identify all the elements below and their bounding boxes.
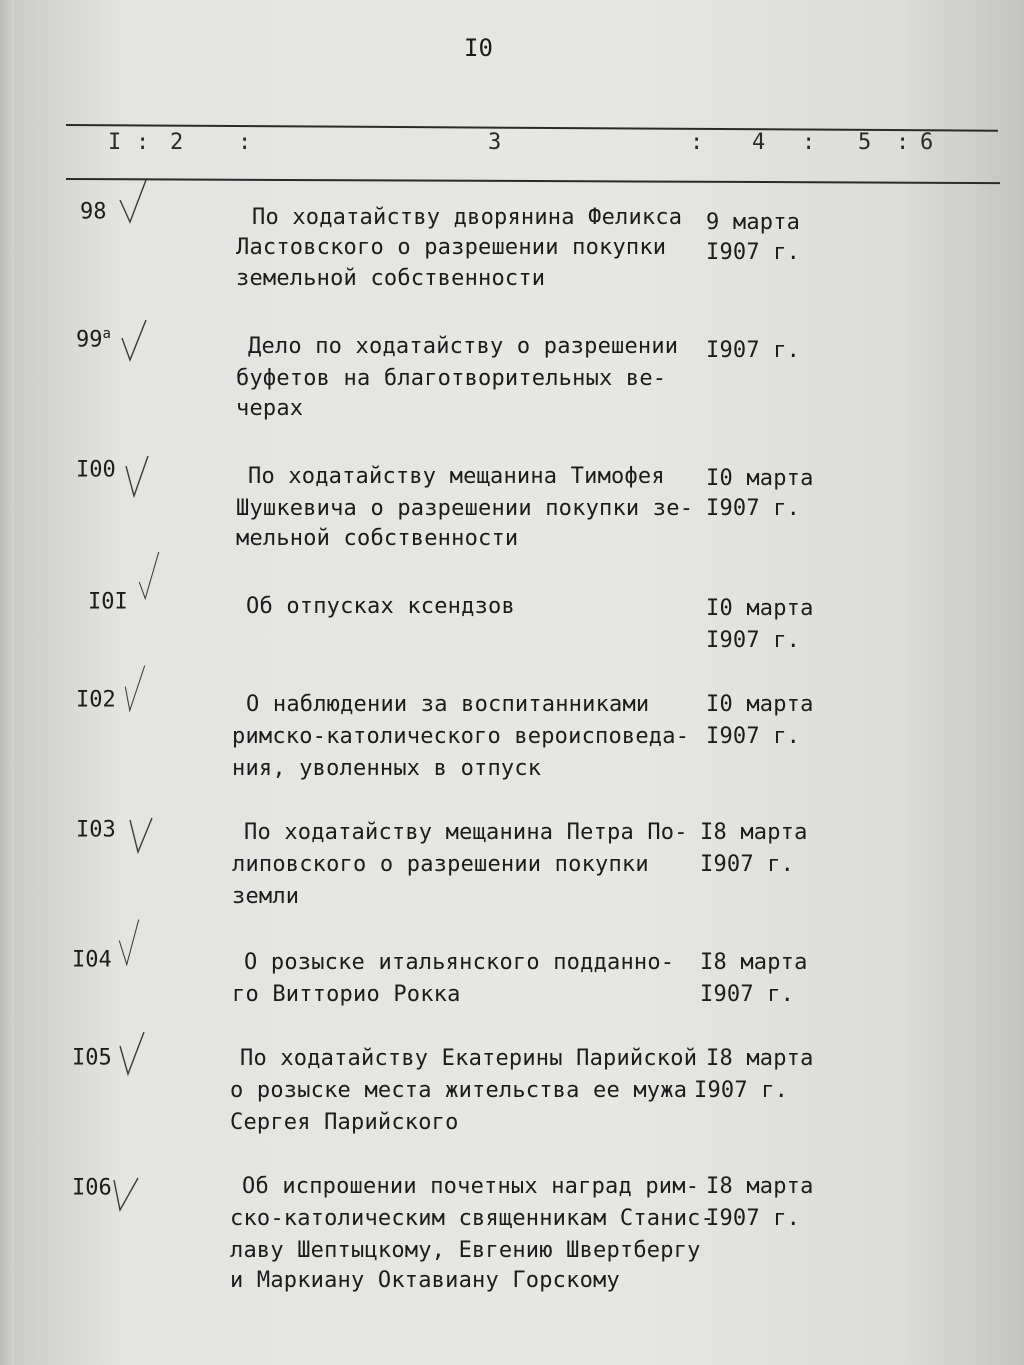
entry-text-line: По ходатайству мещанина Тимофея: [248, 464, 665, 489]
column-separator: :: [690, 130, 704, 155]
checkmark-icon: [114, 918, 144, 966]
entry-date: I0 марта: [706, 466, 814, 491]
entry-text-line: буфетов на благотворительных ве-: [236, 366, 667, 391]
checkmark-icon: [124, 452, 154, 500]
page-number: I0: [464, 34, 493, 62]
entry-text-line: липовского о разрешении покупки: [232, 852, 649, 877]
entry-text-line: мельной собственности: [236, 526, 519, 551]
entry-text-line: По ходатайству дворянина Феликса: [252, 205, 683, 230]
entry-text-line: О розыске итальянского подданно-: [244, 950, 675, 975]
entry-date: I907 г.: [694, 1078, 789, 1103]
entry-date: I907 г.: [706, 338, 801, 363]
entry-date: I0 марта: [706, 596, 814, 621]
entry-date: I907 г.: [706, 496, 801, 521]
entry-text-line: лаву Шептыцкому, Евгению Швертбергу: [230, 1238, 701, 1263]
entry-number: I02: [76, 687, 116, 713]
column-header-4: 4: [752, 130, 766, 155]
entry-text-line: По ходатайству мещанина Петра По-: [244, 820, 688, 845]
column-header-1: I: [108, 130, 122, 155]
entry-text-line: По ходатайству Екатерины Парийской: [240, 1046, 698, 1071]
entry-text-line: Шушкевича о разрешении покупки зе-: [236, 496, 694, 521]
entry-date: I907 г.: [706, 628, 801, 653]
entry-text-line: Дело по ходатайству о разрешении: [248, 334, 679, 359]
checkmark-icon: [120, 318, 150, 366]
column-header-3: 3: [488, 130, 502, 155]
entry-date: I907 г.: [706, 724, 801, 749]
entry-number: 98: [80, 199, 107, 225]
entry-text-line: римско-католического вероисповеда-: [232, 724, 690, 749]
entry-date: 9 марта: [706, 210, 801, 235]
column-header-6: 6: [920, 130, 934, 155]
entry-text-line: земли: [232, 884, 300, 909]
checkmark-icon: [112, 1170, 142, 1218]
column-separator: :: [136, 130, 150, 155]
entry-number: I00: [76, 457, 116, 483]
entry-date: I907 г.: [706, 1206, 801, 1231]
entry-number: $99^а$: [76, 326, 111, 353]
entry-number: I05: [72, 1045, 112, 1071]
entry-text-line: ско-католическим священникам Станис-: [230, 1206, 715, 1231]
checkmark-icon: [120, 664, 150, 712]
entry-date: I8 марта: [700, 950, 808, 975]
entry-text-line: Сергея Парийского: [230, 1110, 459, 1135]
entry-date: I907 г.: [706, 240, 801, 265]
column-separator: :: [802, 130, 816, 155]
entry-text-line: Об отпусках ксендзов: [246, 594, 515, 619]
entry-text-line: О наблюдении за воспитанниками: [246, 692, 650, 717]
entry-text-line: ния, уволенных в отпуск: [232, 756, 542, 781]
column-header-5: 5: [858, 130, 872, 155]
entry-date: I8 марта: [706, 1174, 814, 1199]
entry-text-line: Об испрошении почетных наград рим-: [242, 1174, 700, 1199]
checkmark-icon: [134, 552, 164, 600]
entry-date: I8 марта: [706, 1046, 814, 1071]
entry-number: I06: [72, 1175, 112, 1201]
entry-date: I907 г.: [700, 982, 795, 1007]
page-spine-shadow: [0, 0, 14, 1365]
entry-date: I8 марта: [700, 820, 808, 845]
entry-text-line: Ластовского о разрешении покупки: [236, 235, 667, 260]
entry-text-line: земельной собственности: [236, 266, 546, 291]
column-separator: :: [896, 130, 910, 155]
entry-number: I0I: [88, 589, 128, 615]
entry-text-line: о розыске места жительства ее мужа: [230, 1078, 688, 1103]
header-rule-bottom: [66, 178, 1000, 184]
entry-number: I03: [76, 817, 116, 843]
entry-date: I0 марта: [706, 692, 814, 717]
entry-text-line: и Маркиану Октавиану Горскому: [230, 1268, 620, 1293]
checkmark-icon: [128, 812, 158, 860]
entry-number: I04: [72, 947, 112, 973]
checkmark-icon: [118, 1030, 148, 1078]
entry-text-line: го Витторио Рокка: [232, 982, 461, 1007]
checkmark-icon: [118, 178, 148, 226]
column-header-2: 2: [170, 130, 184, 155]
column-separator: :: [238, 130, 252, 155]
entry-text-line: черах: [236, 396, 304, 421]
entry-date: I907 г.: [700, 852, 795, 877]
